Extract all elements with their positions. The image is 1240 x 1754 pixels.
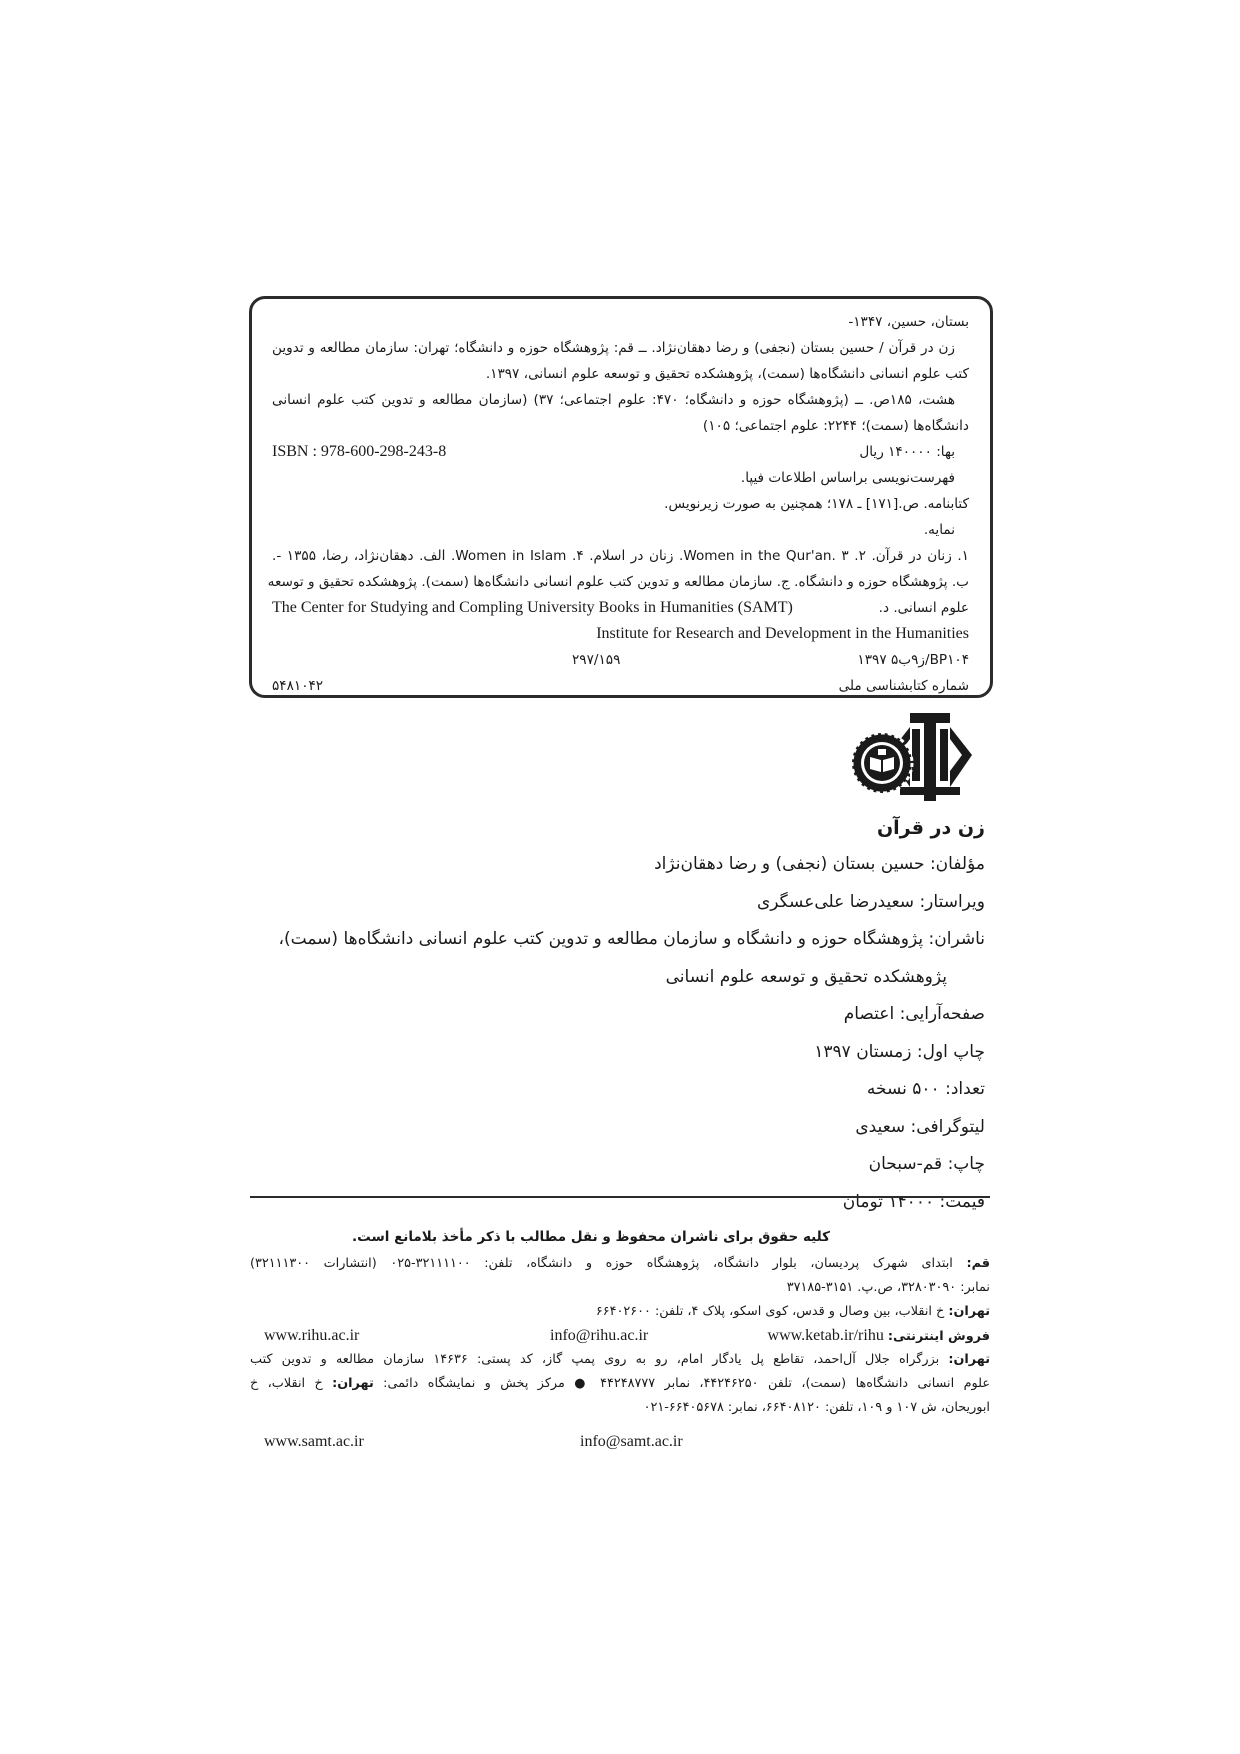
distribution-address-start: خ انقلاب، خ <box>250 1376 323 1391</box>
qom-address: ابتدای شهرک پردیسان، بلوار دانشگاه، پژوهشگاه حوزه و دانشگاه، تلفن: ۳۲۱۱۱۱۰۰-۰۲۵ (انتشارات ۳۲۱۱۱۳۰۰) <box>250 1256 953 1271</box>
rihu-ketab-link[interactable]: www.ketab.ir/rihu <box>767 1327 884 1344</box>
samt-address-continued: علوم انسانی دانشگاه‌ها (سمت)، تلفن ۴۴۲۴۶۲۵۰، نمابر ۴۴۲۴۸۷۷۷ <box>600 1376 990 1391</box>
imprint-publishers <box>225 921 985 959</box>
imprint-copies-value: ۵۰۰ نسخه <box>866 1079 940 1099</box>
rights-notice: کلیه حقوق برای ناشران محفوظ و نقل مطالب با ذکر مأخذ بلامانع است. <box>352 1229 830 1245</box>
imprint-publishers-label: ناشران: <box>928 929 985 949</box>
qom-address-line <box>250 1252 990 1276</box>
imprint-litho-label: لیتوگرافی: <box>910 1116 985 1137</box>
qom-fax: نمابر: ۳۲۸۰۳۰۹۰، ص.پ. ۳۱۵۱-۳۷۱۸۵ <box>786 1280 990 1295</box>
distribution-center-label: مرکز پخش و نمایشگاه دائمی: <box>383 1376 565 1391</box>
imprint-price <box>225 1184 985 1222</box>
qom-label: قم: <box>966 1256 990 1271</box>
cip-dewey-class: ۲۹۷/۱۵۹ <box>572 652 621 668</box>
cip-lc-class: BP۱۰۴/ز۹ب۵ ۱۳۹۷ <box>857 652 969 668</box>
imprint-authors-value: حسین بستان (نجفی) و رضا دهقان‌نژاد <box>654 854 925 874</box>
imprint-copies-label: تعداد: <box>945 1079 985 1099</box>
imprint-authors-label: مؤلفان: <box>929 854 985 874</box>
cip-samt-english-line <box>272 595 969 621</box>
cip-bibliography-note: کتابنامه. ص.[۱۷۱] ـ ۱۷۸؛ همچنین به صورت زیرنویس. <box>664 496 969 512</box>
cip-series-line: دانشگاه‌ها (سمت)؛ ۲۲۴۴: علوم اجتماعی؛ ۱۰۵) <box>702 418 969 434</box>
cip-fipa-note: فهرست‌نویسی براساس اطلاعات فیپا. <box>740 470 955 486</box>
imprint-editor <box>225 884 985 922</box>
footer-spacer <box>250 1420 990 1430</box>
imprint-book-title: زن در قرآن <box>876 817 985 839</box>
cip-added-entries-line: ب. پژوهشگاه حوزه و دانشگاه. ج. سازمان مطالعه و تدوین کتب علوم انسانی دانشگاه‌ها (سمت). پژوهشکده تحقیق و توسعه <box>267 574 969 590</box>
cip-record-box <box>249 296 993 698</box>
imprint-price-value: ۱۴۰۰۰ تومان <box>842 1191 935 1212</box>
imprint-layout-label: صفحه‌آرایی: <box>899 1004 985 1024</box>
cip-institute-english: Institute for Research and Development in the Humanities <box>596 625 969 642</box>
cip-national-number: ۵۴۸۱۰۴۲ <box>272 678 324 694</box>
cip-samt-english: The Center for Studying and Compling University Books in Humanities (SAMT) <box>272 599 793 616</box>
imprint-edition-value: زمستان ۱۳۹۷ <box>814 1041 912 1062</box>
imprint-printing <box>225 1146 985 1184</box>
cip-physical-line: هشت، ۱۸۵ص. ــ (پژوهشگاه حوزه و دانشگاه؛ ۴۷۰: علوم اجتماعی؛ ۳۷) (سازمان مطالعه و تدوین کتب علوم انسانی <box>272 392 955 408</box>
cip-classification-line <box>272 647 969 673</box>
cip-national-line <box>272 673 969 699</box>
cip-subjects-line: ۱. زنان در قرآن. ۲. Women in the Qur'an. ۳. زنان در اسلام. ۴. Women in Islam. الف. دهقان‌نژاد، رضا، ۱۳۵۵ -. <box>272 548 969 564</box>
cip-price: بها: ۱۴۰۰۰۰ ریال <box>859 444 955 460</box>
samt-address-label: تهران: <box>948 1352 991 1367</box>
imprint-print-label: چاپ: <box>947 1154 985 1174</box>
book-imprint <box>225 810 985 1221</box>
imprint-price-label: قیمت: <box>939 1191 985 1212</box>
section-divider <box>250 1196 990 1198</box>
imprint-litho-value: سعیدی <box>855 1116 906 1137</box>
cip-isbn-price-line <box>272 439 969 465</box>
imprint-editor-label: ویراستار: <box>919 891 985 912</box>
imprint-editor-value: سعیدرضا علی‌عسگری <box>756 891 915 912</box>
cip-national-label: شماره کتابشناسی ملی <box>838 678 969 694</box>
cip-isbn: ISBN : 978-600-298-243-8 <box>272 443 447 460</box>
rihu-online-line <box>250 1324 990 1348</box>
cip-added-entries-continued: علوم انسانی. د. <box>878 600 969 616</box>
samt-links-line <box>250 1430 990 1454</box>
imprint-copies <box>225 1071 985 1109</box>
samt-seal-logo <box>850 731 914 795</box>
imprint-layout-value: اعتصام <box>843 1004 895 1024</box>
imprint-publishers-value: پژوهشگاه حوزه و دانشگاه و سازمان مطالعه و تدوین کتب علوم انسانی دانشگاه‌ها (سمت)، <box>278 929 924 949</box>
samt-address-line-2 <box>250 1372 990 1396</box>
distribution-tehran-label: تهران: <box>332 1376 374 1391</box>
cip-title-line-continued: کتب علوم انسانی دانشگاه‌ها (سمت)، پژوهشکده تحقیق و توسعه علوم انسانی، ۱۳۹۷. <box>485 366 969 382</box>
tehran-office-address: خ انقلاب، بین وصال و قدس، کوی اسکو، پلاک ۴، تلفن: ۶۶۴۰۲۶۰۰ <box>595 1304 945 1319</box>
imprint-lithography <box>225 1109 985 1147</box>
tehran-office-line <box>250 1300 990 1324</box>
samt-address-line <box>250 1348 990 1372</box>
imprint-print-value: قم-سبحان <box>868 1154 943 1174</box>
cip-title-line: زن در قرآن / حسین بستان (نجفی) و رضا دهقان‌نژاد. ــ قم: پژوهشگاه حوزه و دانشگاه؛ تهران: سازمان مطالعه و تدوین <box>272 340 955 356</box>
rihu-website-link[interactable]: www.rihu.ac.ir <box>264 1327 360 1344</box>
samt-website-link[interactable]: www.samt.ac.ir <box>264 1433 364 1450</box>
cip-index-note: نمایه. <box>923 522 955 538</box>
samt-email-link[interactable]: info@samt.ac.ir <box>580 1433 683 1450</box>
samt-address: بزرگراه جلال آل‌احمد، تقاطع پل یادگار امام، رو به روی پمپ گاز، کد پستی: ۱۴۶۳۶ سازمان مطالعه و تدوین کتب <box>250 1352 940 1367</box>
publisher-footer <box>250 1222 990 1454</box>
tehran-office-label: تهران: <box>948 1304 990 1319</box>
online-sales-label: فروش اینترنتی: <box>887 1329 990 1344</box>
cip-author-line: بستان، حسین، ۱۳۴۷- <box>848 314 969 330</box>
imprint-publishers-continued: پژوهشکده تحقیق و توسعه علوم انسانی <box>665 966 947 987</box>
imprint-edition <box>225 1034 985 1072</box>
imprint-layout <box>225 996 985 1034</box>
rihu-email-link[interactable]: info@rihu.ac.ir <box>550 1327 649 1344</box>
imprint-edition-label: چاپ اول: <box>916 1041 985 1062</box>
bullet-icon: ● <box>574 1376 591 1391</box>
distribution-address: ابوریحان، ش ۱۰۷ و ۱۰۹، تلفن: ۶۶۴۰۸۱۲۰، نمابر: ۶۶۴۰۵۶۷۸-۰۲۱ <box>643 1400 990 1415</box>
imprint-authors <box>225 846 985 884</box>
